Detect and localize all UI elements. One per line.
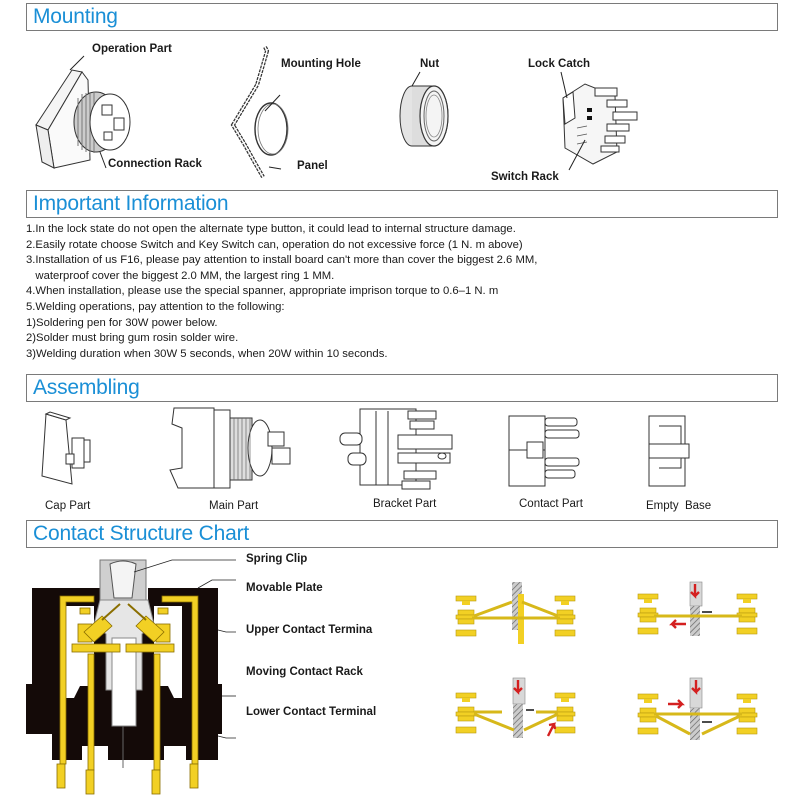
info-line: 5.Welding operations, pay attention to the following: [26,300,285,313]
cap-part-illustration [38,410,98,490]
section-header-important [26,190,778,218]
section-header-mounting [26,3,778,31]
nut-illustration [398,78,458,153]
important-info-list [26,222,537,362]
info-line: 4.When installation, please use the special spanner, appropriate imprison torque to 0.6–1 N. m [26,285,499,298]
contact-state-2 [638,582,757,636]
label-connection-rack: Connection Rack [108,158,202,170]
label-empty-base: Empty Base [646,500,712,512]
section-header-assembling [26,374,778,402]
contact-state-diagrams [450,578,770,743]
section-header-contact [26,520,778,548]
empty-base-illustration [645,412,695,494]
label-spring-clip: Spring Clip [246,553,308,565]
info-line: 3)Welding duration when 30W 5 seconds, when 20W within 10 seconds. [26,347,388,360]
switch-rack-illustration [555,78,645,168]
label-panel: Panel [297,160,328,172]
main-part-illustration [168,406,298,494]
section-title: Contact Structure Chart [33,522,249,545]
label-mounting-hole: Mounting Hole [281,58,361,70]
label-bracket-part: Bracket Part [373,498,437,510]
info-line: 2)Solder must bring gum rosin solder wire. [26,332,239,345]
label-movable-plate: Movable Plate [246,582,323,594]
label-nut: Nut [420,58,440,70]
contact-state-1 [456,582,575,644]
info-line: 1)Soldering pen for 30W power below. [26,316,218,329]
contact-state-3 [456,678,575,738]
label-switch-rack: Switch Rack [491,171,559,183]
info-line: 1.In the lock state do not open the alternate type button, it could lead to internal structure damage. [26,223,516,235]
contact-structure-diagram [22,558,232,793]
section-title: Assembling [33,376,140,399]
operation-part-illustration [30,60,140,170]
info-line: 3.Installation of us F16, please pay attention to install board can't more than cover the biggest 2.6 MM, [26,254,538,267]
contact-part-illustration [505,412,585,494]
label-contact-part: Contact Part [519,498,583,510]
section-title: Mounting [33,5,118,28]
contact-state-4 [638,678,757,740]
info-line: waterproof cover the biggest 2.0 MM, the largest ring 1 MM. [26,269,335,282]
bracket-part-illustration [338,405,453,495]
label-lower-contact-terminal: Lower Contact Terminal [246,706,377,718]
section-title: Important Information [33,192,229,215]
label-upper-contact-terminal: Upper Contact Termina [246,624,373,636]
label-lock-catch: Lock Catch [528,58,590,70]
label-operation-part: Operation Part [92,43,172,55]
label-cap-part: Cap Part [45,500,91,512]
label-moving-contact-rack: Moving Contact Rack [246,666,363,678]
label-main-part: Main Part [209,500,259,512]
info-line: 2.Easily rotate choose Switch and Key Switch can, operation do not excessive force (1 N. m above) [26,238,523,251]
